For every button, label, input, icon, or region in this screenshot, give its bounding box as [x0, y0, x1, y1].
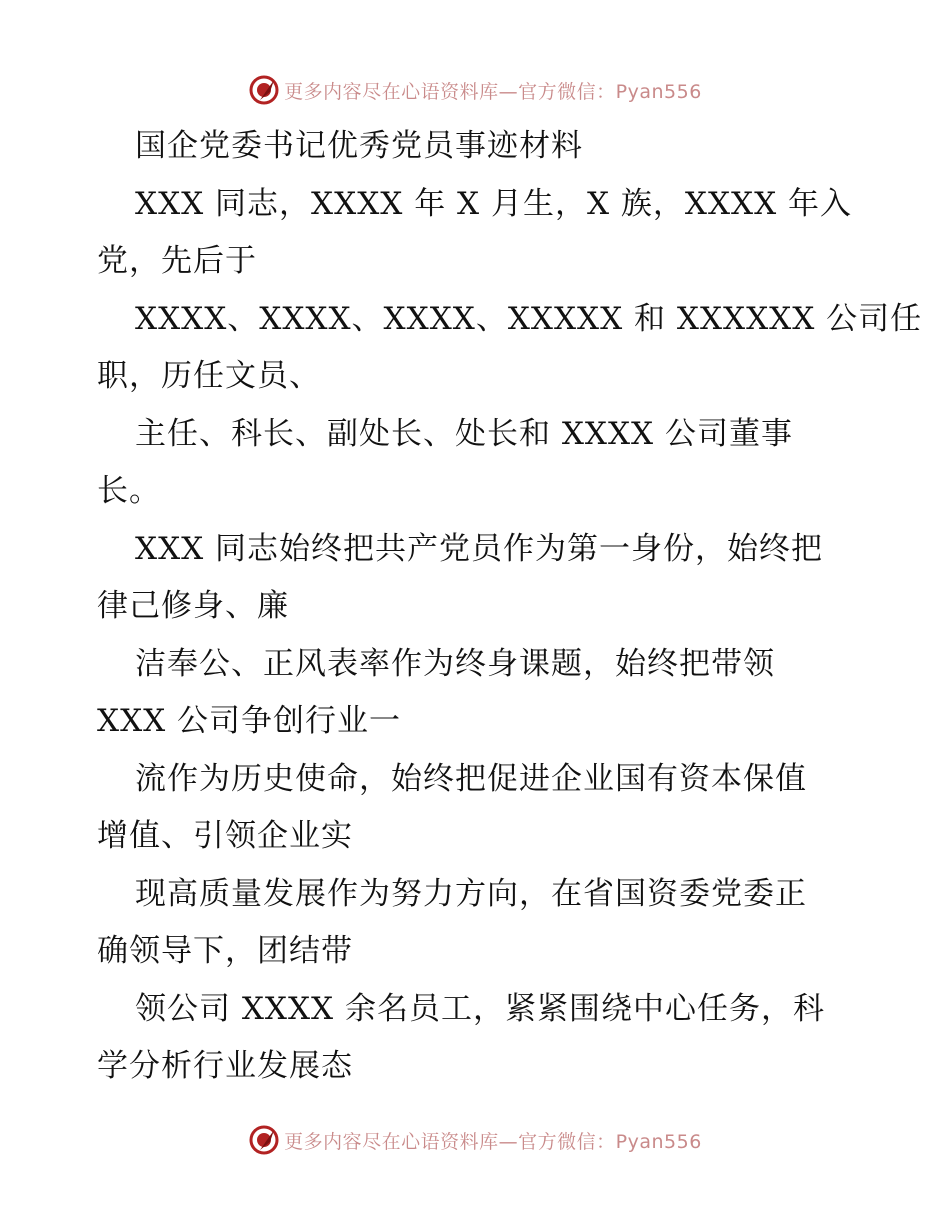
paragraph-line: 职，历任文员、 [97, 358, 321, 394]
quill-logo-icon [248, 74, 280, 106]
paragraph-line: 长。 [97, 473, 161, 509]
paragraph-line: 流作为历史使命，始终把促进企业国有资本保值 [135, 760, 807, 797]
paragraph-line: XXX 公司争创行业一 [97, 703, 402, 739]
paragraph-line: 学分析行业发展态 [97, 1048, 353, 1084]
paragraph-line: 领公司 XXXX 余名员工，紧紧围绕中心任务，科 [135, 990, 825, 1027]
paragraph-line: 律己修身、廉 [97, 588, 289, 624]
paragraph-line: 党，先后于 [97, 243, 257, 279]
paragraph-line: XXXX、XXXX、XXXX、XXXXX 和 XXXXXX 公司任 [135, 300, 923, 337]
paragraph-line: 洁奉公、正风表率作为终身课题，始终把带领 [135, 645, 775, 682]
paragraph-line: 现高质量发展作为努力方向，在省国资委党委正 [135, 875, 807, 912]
document-title: 国企党委书记优秀党员事迹材料 [135, 128, 583, 164]
quill-logo-icon [248, 1124, 280, 1156]
document-body [97, 118, 923, 1096]
paragraph-line: XXX 同志始终把共产党员作为第一身份，始终把 [135, 530, 824, 567]
header-banner [0, 70, 950, 110]
paragraph-line: XXX 同志，XXXX 年 X 月生，X 族，XXXX 年入 [135, 185, 853, 222]
header-banner-text: 更多内容尽在心语资料库—官方微信：Pyan556 [284, 80, 702, 103]
paragraph-line: 增值、引领企业实 [97, 818, 353, 854]
paragraph-line: 确领导下，团结带 [97, 933, 353, 969]
footer-banner-text: 更多内容尽在心语资料库—官方微信：Pyan556 [284, 1130, 702, 1153]
paragraph-line: 主任、科长、副处长、处长和 XXXX 公司董事 [135, 415, 793, 452]
footer-banner [0, 1120, 950, 1160]
